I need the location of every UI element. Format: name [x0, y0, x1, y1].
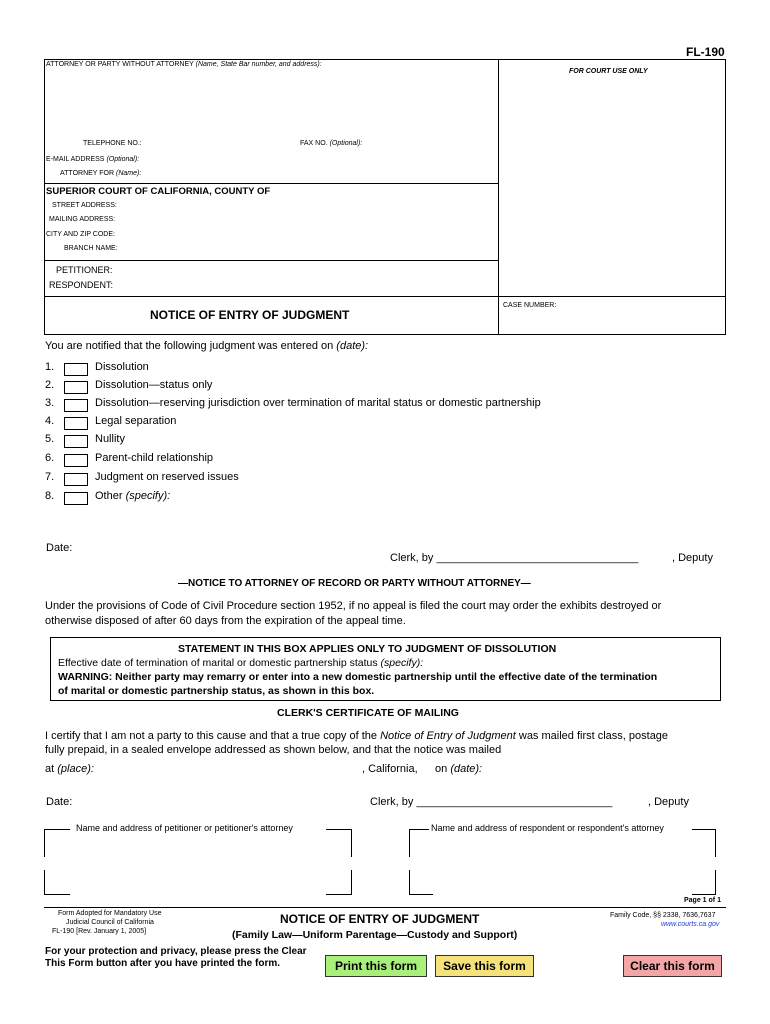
judgment-checkbox[interactable] — [64, 492, 88, 505]
date-label: Date: — [46, 542, 73, 554]
judgment-checkbox[interactable] — [64, 417, 88, 430]
case-number-label: CASE NUMBER: — [503, 302, 557, 309]
statement-line1: Effective date of termination of marital or domestic partnership status (specify): — [58, 657, 424, 669]
print-button[interactable]: Print this form — [325, 955, 427, 977]
judgment-label: Dissolution—status only — [95, 379, 213, 391]
judgment-checkbox[interactable] — [64, 399, 88, 412]
judgment-checkbox[interactable] — [64, 363, 88, 376]
judgment-label: Other (specify): — [95, 490, 171, 502]
judgment-label: Dissolution—reserving jurisdiction over termination of marital status or domestic partnership — [95, 397, 541, 409]
judgment-label: Judgment on reserved issues — [95, 471, 239, 483]
notified-text: You are notified that the following judgment was entered on (date): — [45, 340, 369, 352]
certificate-clerk-line: Clerk, by ________________________________ — [370, 796, 613, 808]
mailing-address-label: MAILING ADDRESS: — [49, 216, 116, 223]
adopted-line-3: FL-190 [Rev. January 1, 2005] — [52, 928, 147, 935]
judgment-checkbox[interactable] — [64, 435, 88, 448]
certificate-heading: CLERK'S CERTIFICATE OF MAILING — [277, 707, 459, 719]
street-address-label: STREET ADDRESS: — [52, 202, 117, 209]
certificate-date-label: Date: — [46, 796, 73, 808]
judgment-number: 5. — [45, 433, 55, 445]
clerk-line: Clerk, by _________________________________ — [390, 552, 639, 564]
certificate-body-2: fully prepaid, in a sealed envelope addressed as shown below, and that the notice was mailed — [45, 744, 502, 756]
caption-divider — [498, 59, 499, 335]
family-code: Family Code, §§ 2338, 7636,7637 — [610, 912, 716, 919]
clear-button[interactable]: Clear this form — [623, 955, 722, 977]
respondent-address-label: Name and address of respondent or respondent's attorney — [431, 823, 664, 833]
judgment-number: 8. — [45, 490, 55, 502]
caption-frame — [44, 59, 726, 335]
save-button[interactable]: Save this form — [435, 955, 534, 977]
branch-name-label: BRANCH NAME: — [64, 245, 118, 252]
adopted-line-2: Judicial Council of California — [66, 919, 154, 926]
judgment-number: 1. — [45, 361, 55, 373]
california-label: , California, — [362, 763, 418, 775]
attorney-label: ATTORNEY OR PARTY WITHOUT ATTORNEY (Name, State Bar number, and address): — [46, 61, 322, 68]
statement-heading: STATEMENT IN THIS BOX APPLIES ONLY TO JUDGMENT OF DISSOLUTION — [178, 643, 557, 655]
judgment-checkbox[interactable] — [64, 473, 88, 486]
judgment-checkbox[interactable] — [64, 454, 88, 467]
page-number: Page 1 of 1 — [684, 897, 721, 904]
court-use-label: FOR COURT USE ONLY — [569, 68, 648, 75]
notice-body-2: otherwise disposed of after 60 days from the expiration of the appeal time. — [45, 615, 406, 627]
certificate-body-1: I certify that I am not a party to this cause and that a true copy of the Notice of Entry of Judgment was mailed first class, postage — [45, 730, 669, 742]
city-zip-label: CITY AND ZIP CODE: — [46, 231, 115, 238]
judgment-number: 6. — [45, 452, 55, 464]
privacy-line-2: This Form button after you have printed the form. — [45, 958, 281, 969]
judgment-checkbox[interactable] — [64, 381, 88, 394]
page-title: NOTICE OF ENTRY OF JUDGMENT — [150, 308, 350, 322]
judgment-label: Dissolution — [95, 361, 149, 373]
telephone-label: TELEPHONE NO.: — [83, 140, 142, 147]
certificate-deputy-label: , Deputy — [648, 796, 689, 808]
notice-body-1: Under the provisions of Code of Civil Procedure section 1952, if no appeal is filed the court may order the exhibits destroyed or — [45, 600, 662, 612]
judgment-label: Parent-child relationship — [95, 452, 214, 464]
respondent-label: RESPONDENT: — [49, 280, 114, 290]
on-date-label: on (date): — [435, 763, 483, 775]
judgment-number: 4. — [45, 415, 55, 427]
form-id: FL-190 — [686, 45, 725, 59]
place-label: at (place): — [45, 763, 94, 775]
attorney-for-label: ATTORNEY FOR (Name): — [60, 170, 142, 177]
court-heading: SUPERIOR COURT OF CALIFORNIA, COUNTY OF — [46, 186, 271, 197]
notice-heading: —NOTICE TO ATTORNEY OF RECORD OR PARTY WITHOUT ATTORNEY— — [178, 578, 531, 589]
warning-line-1: WARNING: Neither party may remarry or enter into a new domestic partnership until the effective date of the termination — [58, 671, 658, 683]
warning-line-2: of marital or domestic partnership status, as shown in this box. — [58, 685, 375, 697]
email-label: E-MAIL ADDRESS (Optional): — [46, 156, 140, 163]
footer-subtitle: (Family Law—Uniform Parentage—Custody and Support) — [232, 929, 518, 941]
judgment-label: Nullity — [95, 433, 125, 445]
privacy-line-1: For your protection and privacy, please press the Clear — [45, 946, 307, 957]
deputy-label: , Deputy — [672, 552, 713, 564]
courts-link[interactable]: www.courts.ca.gov — [661, 921, 720, 928]
judgment-number: 7. — [45, 471, 55, 483]
fax-label: FAX NO. (Optional): — [300, 140, 363, 147]
footer-title: NOTICE OF ENTRY OF JUDGMENT — [280, 912, 480, 926]
petitioner-label: PETITIONER: — [56, 265, 113, 275]
judgment-number: 3. — [45, 397, 55, 409]
adopted-line-1: Form Adopted for Mandatory Use — [58, 910, 162, 917]
petitioner-address-label: Name and address of petitioner or petitioner's attorney — [76, 823, 293, 833]
judgment-label: Legal separation — [95, 415, 177, 427]
judgment-number: 2. — [45, 379, 55, 391]
